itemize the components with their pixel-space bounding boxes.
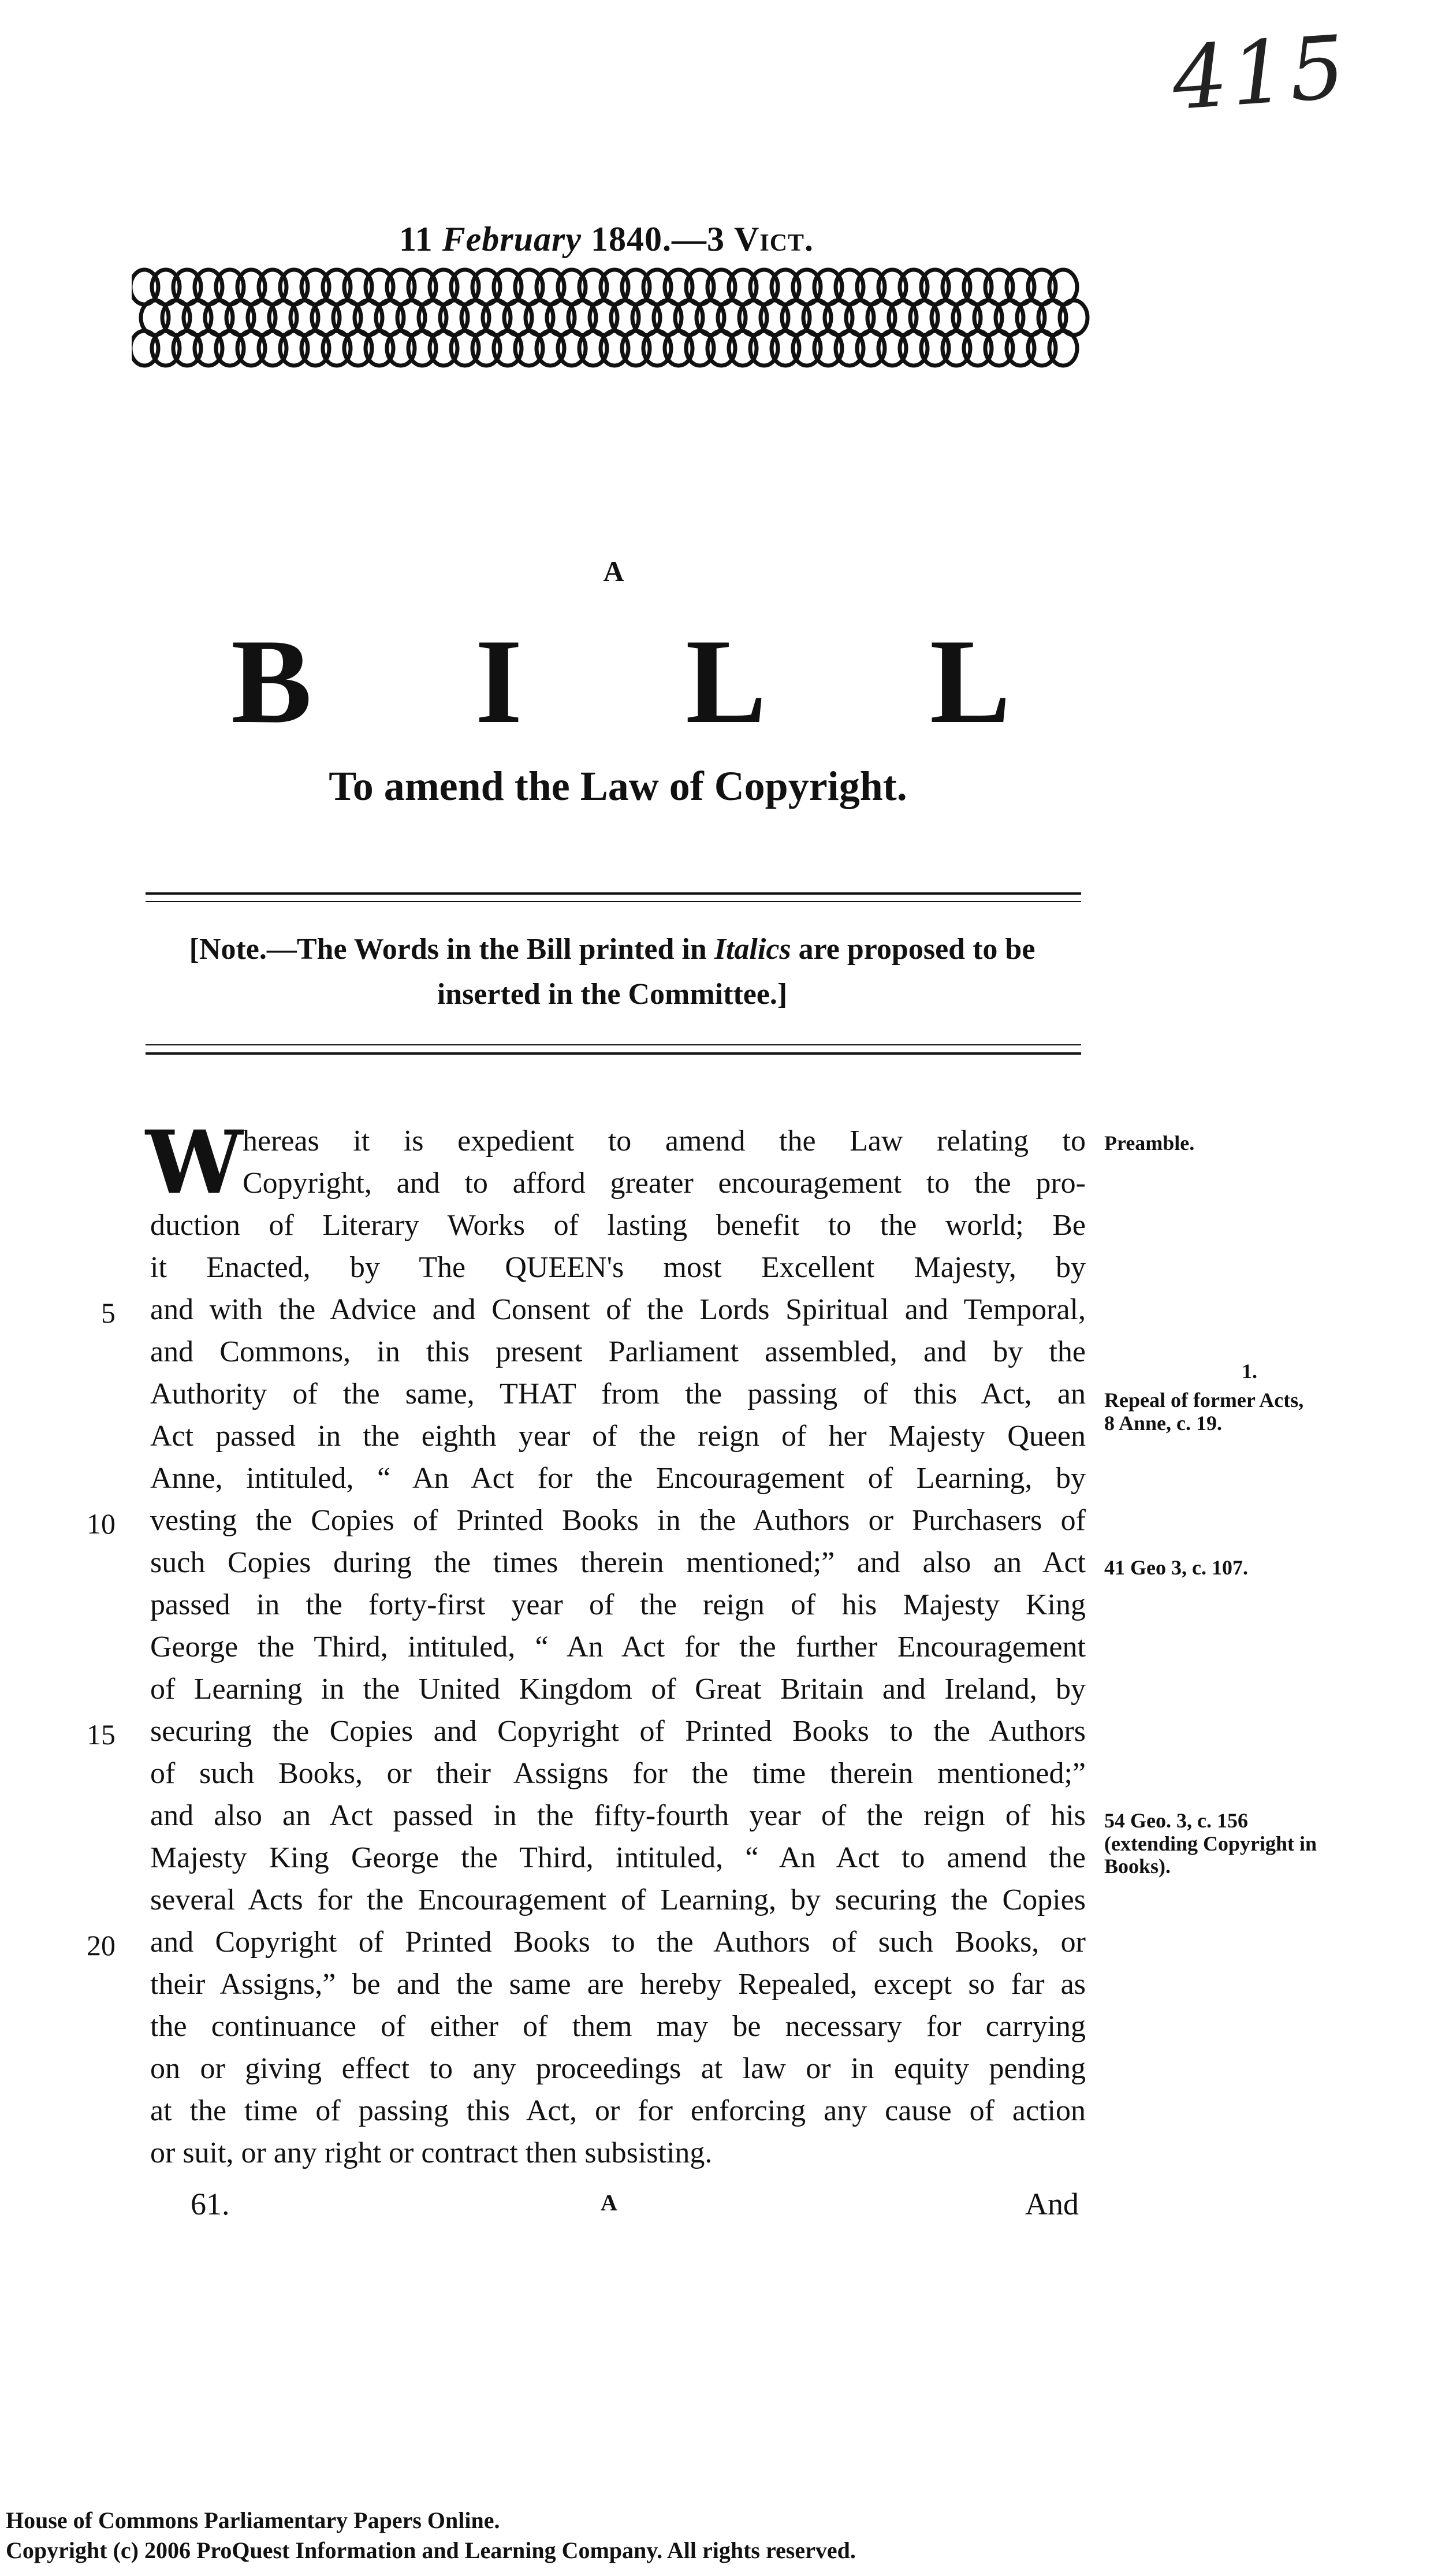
dateline-month: February (442, 220, 582, 258)
margin-note-repeal: Repeal of former Acts, 8 Anne, c. 19. (1104, 1388, 1304, 1435)
dateline-day: 11 (398, 220, 433, 258)
body-line: duction of Literary Works of lasting benefit to the world; Be (150, 1209, 1086, 1242)
body-line: George the Third, intituled, “ An Act for the further Encouragement (150, 1631, 1086, 1663)
body-line: and also an Act passed in the fifty-fourth year of the reign of his (150, 1799, 1086, 1832)
note-suffix: are proposed to be (798, 933, 1035, 966)
body-line: and with the Advice and Consent of the Lords Spiritual and Temporal, (150, 1293, 1086, 1326)
body-line: Copyright, and to afford greater encouragement to the pro- (243, 1167, 1086, 1200)
line-number: 5 (101, 1297, 116, 1329)
bill-letter: L (929, 615, 1011, 749)
body-line: and Commons, in this present Parliament assembled, and by the (150, 1335, 1086, 1368)
chain-link (1049, 331, 1077, 366)
body-line: their Assigns,” be and the same are hereby Repealed, except so far as (150, 1968, 1086, 2001)
dateline (116, 219, 1097, 259)
body-line: Act passed in the eighth year of the reign of her Majesty Queen (150, 1420, 1086, 1453)
footer-copyright: Copyright (c) 2006 ProQuest Information and Learning Company. All rights reserved. (6, 2537, 856, 2563)
chain-ornament (132, 263, 1090, 373)
body-line: passed in the forty-first year of the reign of his Majesty King (150, 1588, 1086, 1621)
body-line: Authority of the same, THAT from the passing of this Act, an (150, 1378, 1086, 1410)
divider-rule (146, 1044, 1081, 1045)
body-line: on or giving effect to any proceedings at law or in equity pending (150, 2052, 1086, 2085)
divider-rule (146, 892, 1081, 895)
body-line: Majesty King George the Third, intituled, “ An Act to amend the (150, 1841, 1086, 1874)
body-line: and Copyright of Printed Books to the Authors of such Books, or (150, 1926, 1086, 1959)
margin-note-preamble: Preamble. (1104, 1131, 1195, 1155)
margin-note-section-number: 1. (1242, 1360, 1257, 1383)
body-line: or suit, or any right or contract then subsisting. (150, 2136, 713, 2169)
body-line: of such Books, or their Assigns for the time therein mentioned;” (150, 1757, 1086, 1790)
body-line: it Enacted, by The QUEEN's most Excellent Majesty, by (150, 1251, 1086, 1284)
bill-letter: B (231, 615, 312, 749)
footer-publisher: House of Commons Parliamentary Papers Online. (6, 2507, 500, 2533)
divider-rule (146, 1052, 1081, 1055)
bill-title: To amend the Law of Copyright. (329, 763, 907, 809)
handwritten-page-number: 415 (1169, 17, 1352, 130)
note-prefix: [Note.—The Words in the Bill printed in (189, 933, 707, 966)
bill-article: A (603, 555, 624, 587)
line-number: 10 (87, 1507, 116, 1540)
body-line: the continuance of either of them may be necessary for carrying (150, 2010, 1086, 2043)
editorial-note (144, 927, 1080, 1017)
bill-letter: I (475, 615, 523, 749)
body-line: several Acts for the Encouragement of Learning, by securing the Copies (150, 1883, 1086, 1916)
body-line: such Copies during the times therein mentioned;” and also an Act (150, 1546, 1086, 1579)
body-line: vesting the Copies of Printed Books in the Authors or Purchasers of (150, 1504, 1086, 1537)
margin-note-geo41: 41 Geo 3, c. 107. (1104, 1556, 1248, 1579)
divider-rule (146, 901, 1081, 902)
body-line: Anne, intituled, “ An Act for the Encouragement of Learning, by (150, 1462, 1086, 1495)
line-number: 20 (87, 1929, 116, 1961)
catchword: And (1025, 2187, 1079, 2221)
body-line: of Learning in the United Kingdom of Great Britain and Ireland, by (150, 1673, 1086, 1706)
body-line: hereas it is expedient to amend the Law relating to (243, 1125, 1086, 1157)
page-number: 61. (191, 2187, 230, 2221)
margin-note-geo54: 54 Geo. 3, c. 156 (extending Copyright in Books). (1104, 1809, 1317, 1878)
dateline-reign: Vict. (734, 220, 814, 258)
bill-heading (231, 612, 1011, 751)
drop-cap: W (146, 1112, 243, 1213)
body-line: at the time of passing this Act, or for enforcing any cause of action (150, 2094, 1086, 2127)
note-line-2: inserted in the Committee.] (437, 978, 788, 1011)
dateline-year: 1840.—3 (591, 220, 725, 258)
signature-mark: A (601, 2190, 617, 2216)
note-italic-word: Italics (714, 933, 791, 966)
body-line: securing the Copies and Copyright of Printed Books to the Authors (150, 1715, 1086, 1748)
line-number: 15 (87, 1718, 116, 1751)
bill-letter: L (686, 615, 767, 749)
